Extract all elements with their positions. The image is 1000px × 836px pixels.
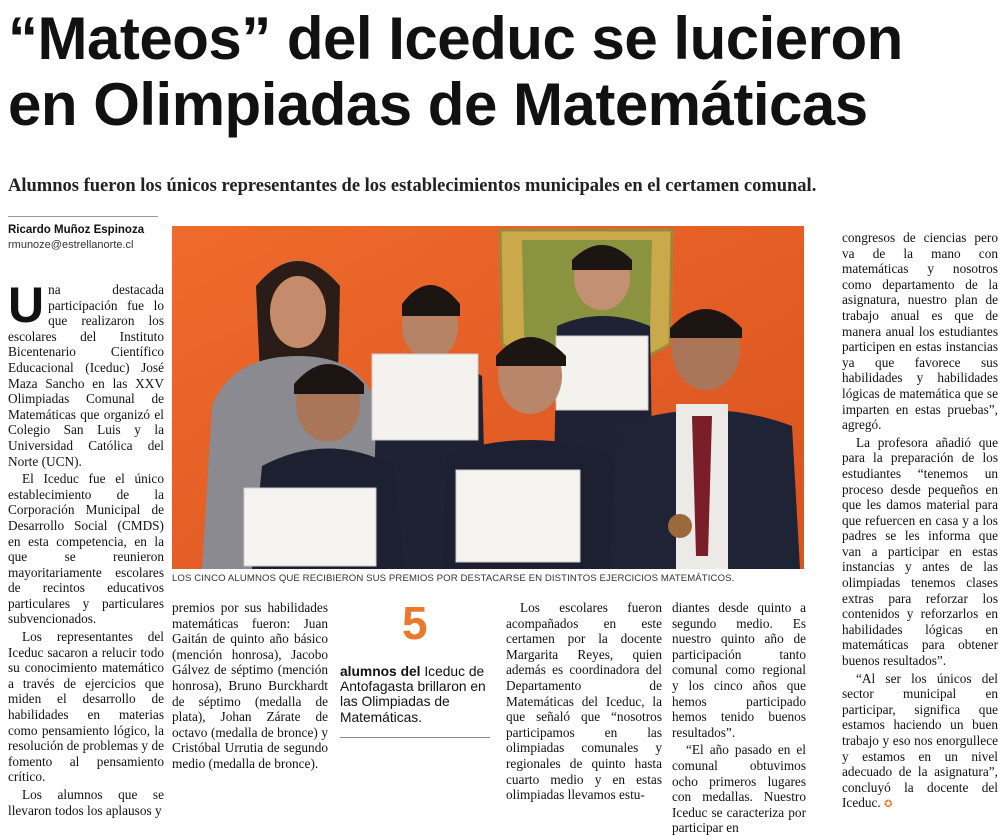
paragraph: diantes desde quinto a segundo medio. Es nuestro quinto año de participación tanto comunal como regional y los cinco años que hemos participado hemos tenido buenos resultados”. (672, 600, 806, 740)
article-column-3 (506, 600, 662, 803)
paragraph: El Iceduc fue el único establecimiento de la Corporación Municipal de Desarrollo Social (CMDS) en esta competencia, en la que se reunieron mayoritariamente escolares de recintos educativos particulares y particulares subvencionados. (8, 471, 164, 627)
photo-caption: LOS CINCO ALUMNOS QUE RECIBIERON SUS PREMIOS POR DESTACARSE EN DISTINTOS EJERCICIOS MATEMÁTICOS. (172, 573, 735, 584)
paragraph: Los escolares fueron acompañados en este certamen por la docente Margarita Reyes, quien además es coordinadora del Departamento de Matemáticas del Iceduc, la que señaló que “nosotros participamos en las olimpiadas comunales y regionales de quinto hasta cuarto medio y en estas olimpiadas llevamos estu- (506, 600, 662, 803)
paragraph: “El año pasado en el comunal obtuvimos ocho primeros lugares con medallas. Nuestro Iceduc se caracteriza por participar en (672, 742, 806, 836)
paragraph: premios por sus habilidades matemáticas fueron: Juan Gaitán de quinto año básico (mención honrosa), Jacobo Gálvez de séptimo (mención honrosa), Bruno Burckhardt de séptimo (medalla de plata), Johan Zárate de octavo (medalla de bronce) y Cristóbal Urrutia de segundo medio (medalla de bronce). (172, 600, 328, 771)
callout-text: alumnos del Iceduc de Antofagasta brillaron en las Olimpiadas de Matemáticas. (340, 664, 486, 725)
headline (8, 6, 998, 138)
subheadline: Alumnos fueron los únicos representantes de los establecimientos municipales en el certamen comunal. (8, 176, 817, 196)
paragraph: La profesora añadió que para la preparación de los estudiantes “tenemos un proceso desde pequeños en que les damos material para que refuercen en casa y a los padres se les informa que van a participar en estas instancias y antes de las olimpiadas tenemos clases extras para reforzar los contenidos y reforzarlos en habilidades lógicas en matemáticas para obtener buenos resultados”. (842, 434, 998, 669)
drop-cap: U (8, 277, 45, 333)
article-column-5 (842, 230, 998, 811)
article-column-4 (672, 600, 806, 836)
divider (8, 216, 158, 217)
article-column-1 (8, 277, 164, 818)
divider (340, 737, 490, 738)
byline-email: rmunoze@estrellanorte.cl (8, 239, 134, 251)
headline-line-1: “Mateos” del Iceduc se lucieron (8, 5, 903, 72)
photo-illustration (172, 226, 804, 569)
callout-number: 5 (402, 597, 428, 649)
end-mark-icon: ✪ (884, 799, 893, 811)
paragraph: Los representantes del Iceduc sacaron a relucir todo su conocimiento matemático a través de ejercicios que miden el desarrollo de habilidades en materias como pensamiento lógico, la resolución de problemas y de fomento al pensamiento crítico. (8, 629, 164, 785)
article-column-2 (172, 600, 328, 792)
byline-author: Ricardo Muñoz Espinoza (8, 224, 145, 236)
paragraph: Una destacada participación fue lo que realizaron los escolares del Instituto Bicentenario Científico Educacional (Iceduc) José Maza Sancho en las XXV Olimpiadas Comunal de Matemáticas que organizó el Colegio San Luis y la Universidad Católica del Norte (UCN). (8, 277, 164, 469)
paragraph: Los alumnos que se llevaron todos los aplausos y (8, 787, 164, 818)
paragraph: “Al ser los únicos del sector municipal en participar, significa que estamos haciendo un buen trabajo y eso nos enorgullece y estamos en un nivel adecuado de la asignatura”, concluyó la docente del Iceduc. ✪ (842, 670, 998, 811)
paragraph: congresos de ciencias pero va de la mano con matemáticas y nosotros como departamento de la asignatura, nuestro plan de trabajo anual es que de manera anual los estudiantes participen en estas instancias ya que favorece sus habilidades y habilidades lógicas de matemática que se imparten en estas pruebas”, agregó. (842, 230, 998, 433)
article-photo (172, 226, 804, 569)
headline-line-2: en Olimpiadas de Matemáticas (8, 71, 868, 138)
